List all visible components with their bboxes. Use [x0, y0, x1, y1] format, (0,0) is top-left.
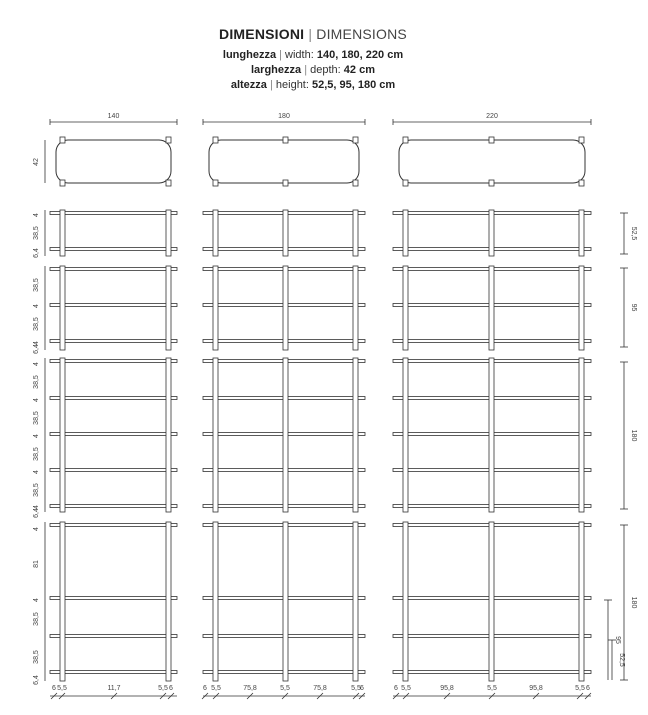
- leg: [489, 266, 494, 350]
- width-label: 220: [486, 113, 498, 120]
- leg-marker: [283, 137, 288, 143]
- leg: [283, 358, 288, 512]
- spec-separator: |: [279, 49, 282, 61]
- chain-label: 6: [52, 685, 56, 692]
- segment-label: 38,5: [33, 317, 40, 331]
- overall-height-label: 180: [630, 429, 637, 442]
- leg: [353, 210, 358, 256]
- segment-label: 4: [33, 362, 40, 366]
- leg-marker: [489, 137, 494, 143]
- segment-label: 6,4: [33, 675, 40, 685]
- segment-label: 38,5: [33, 650, 40, 664]
- title-italian: DIMENSIONI: [219, 26, 305, 42]
- segment-label: 4: [33, 213, 40, 217]
- top-view-outline: [56, 140, 171, 183]
- leg: [283, 266, 288, 350]
- spec-label-it: lunghezza: [222, 49, 277, 61]
- leg: [579, 210, 584, 256]
- width-label: 180: [278, 113, 290, 120]
- segment-label: 4: [33, 598, 40, 602]
- spec-value: 42 cm: [343, 64, 375, 76]
- chain-label: 11,7: [107, 685, 121, 692]
- spec-separator: |: [304, 64, 308, 76]
- top-view-outline: [399, 140, 585, 183]
- shelf: [50, 597, 177, 600]
- leg: [403, 522, 408, 681]
- chain-label: 5,5: [57, 685, 67, 692]
- leg: [283, 210, 288, 256]
- leg: [213, 266, 218, 350]
- overall-height-label: 52,5: [630, 226, 637, 241]
- segment-label: 4: [33, 527, 40, 531]
- leg-marker: [579, 180, 584, 186]
- leg-marker: [60, 180, 65, 186]
- chain-label: 6: [360, 685, 364, 692]
- leg: [579, 266, 584, 350]
- leg-marker: [213, 180, 218, 186]
- segment-label: 38,5: [33, 447, 40, 461]
- leg-marker: [353, 180, 358, 186]
- shelf: [50, 671, 177, 674]
- leg-marker: [403, 137, 408, 143]
- shelf: [50, 304, 177, 307]
- leg: [213, 358, 218, 512]
- chain-label: 5,5: [575, 685, 585, 692]
- width-label: 140: [107, 113, 120, 120]
- leg-marker: [353, 137, 358, 143]
- leg: [60, 522, 65, 681]
- leg: [166, 358, 171, 512]
- shelf: [50, 397, 177, 400]
- chain-label: 5,5: [401, 685, 411, 692]
- spec-label-it: larghezza: [251, 64, 302, 76]
- title-separator: |: [308, 26, 313, 42]
- top-view-outline: [209, 140, 359, 183]
- spec-separator: |: [269, 79, 273, 91]
- chain-label: 5,5: [158, 685, 168, 692]
- chain-label: 6: [394, 685, 398, 692]
- chain-label: 5,5: [487, 685, 497, 692]
- chain-label: 6: [586, 685, 590, 692]
- segment-label: 38,5: [33, 411, 40, 425]
- leg: [353, 358, 358, 512]
- leg-marker: [166, 180, 171, 186]
- segment-label: 6,4: [33, 508, 40, 518]
- segment-label: 4: [33, 304, 40, 308]
- chain-label: 6: [203, 685, 207, 692]
- leg: [283, 522, 288, 681]
- segment-label: 6,4: [33, 248, 40, 258]
- depth-label: 42: [33, 158, 40, 166]
- shelf: [50, 433, 177, 436]
- chain-label: 6: [169, 685, 173, 692]
- leg: [403, 266, 408, 350]
- spec-value: 52,5, 95, 180 cm: [311, 79, 396, 91]
- nested-height-label: 95: [614, 636, 621, 644]
- nested-height-label: 52,5: [618, 653, 625, 667]
- leg-marker: [283, 180, 288, 186]
- shelf: [50, 340, 177, 343]
- segment-label: 4: [33, 470, 40, 474]
- leg: [579, 522, 584, 681]
- leg: [489, 210, 494, 256]
- leg: [403, 210, 408, 256]
- shelf: [50, 212, 177, 215]
- shelf: [50, 248, 177, 251]
- leg: [213, 522, 218, 681]
- leg: [60, 358, 65, 512]
- leg: [166, 210, 171, 256]
- leg: [579, 358, 584, 512]
- overall-height-label: 180: [630, 596, 637, 609]
- shelf: [50, 524, 177, 527]
- shelf: [50, 469, 177, 472]
- chain-label: 75,8: [313, 685, 327, 692]
- segment-label: 38,5: [33, 612, 40, 626]
- segment-label: 6,4: [33, 344, 40, 354]
- segment-label: 4: [33, 434, 40, 438]
- chain-label: 95,8: [529, 685, 543, 692]
- chain-label: 5,5: [351, 685, 361, 692]
- leg: [489, 358, 494, 512]
- segment-label: 38,5: [33, 483, 40, 497]
- spec-label-en: width:: [285, 49, 314, 61]
- segment-label: 4: [33, 505, 40, 509]
- chain-label: 75,8: [243, 685, 257, 692]
- leg-marker: [579, 137, 584, 143]
- title-english: DIMENSIONS: [316, 26, 407, 42]
- segment-label: 38,5: [33, 278, 40, 292]
- shelf: [50, 635, 177, 638]
- spec-label-it: altezza: [230, 79, 267, 91]
- leg: [353, 266, 358, 350]
- spec-label-en: height:: [275, 79, 309, 91]
- leg-marker: [403, 180, 408, 186]
- leg-marker: [60, 137, 65, 143]
- shelf: [50, 360, 177, 363]
- leg-marker: [489, 180, 494, 186]
- leg: [60, 210, 65, 256]
- leg: [353, 522, 358, 681]
- leg: [60, 266, 65, 350]
- segment-label: 81: [33, 560, 40, 568]
- chain-label: 5,5: [280, 685, 290, 692]
- leg: [489, 522, 494, 681]
- leg-marker: [213, 137, 218, 143]
- leg: [403, 358, 408, 512]
- segment-label: 38,5: [33, 226, 40, 240]
- spec-label-en: depth:: [310, 64, 341, 76]
- spec-value: 140, 180, 220 cm: [316, 49, 404, 61]
- leg: [213, 210, 218, 256]
- leg-marker: [166, 137, 171, 143]
- segment-label: 4: [33, 398, 40, 402]
- leg: [166, 266, 171, 350]
- segment-label: 4: [33, 341, 40, 345]
- chain-label: 95,8: [440, 685, 454, 692]
- overall-height-label: 95: [630, 303, 637, 312]
- segment-label: 38,5: [33, 375, 40, 389]
- chain-label: 5,5: [211, 685, 221, 692]
- shelf: [50, 505, 177, 508]
- shelf: [50, 268, 177, 271]
- leg: [166, 522, 171, 681]
